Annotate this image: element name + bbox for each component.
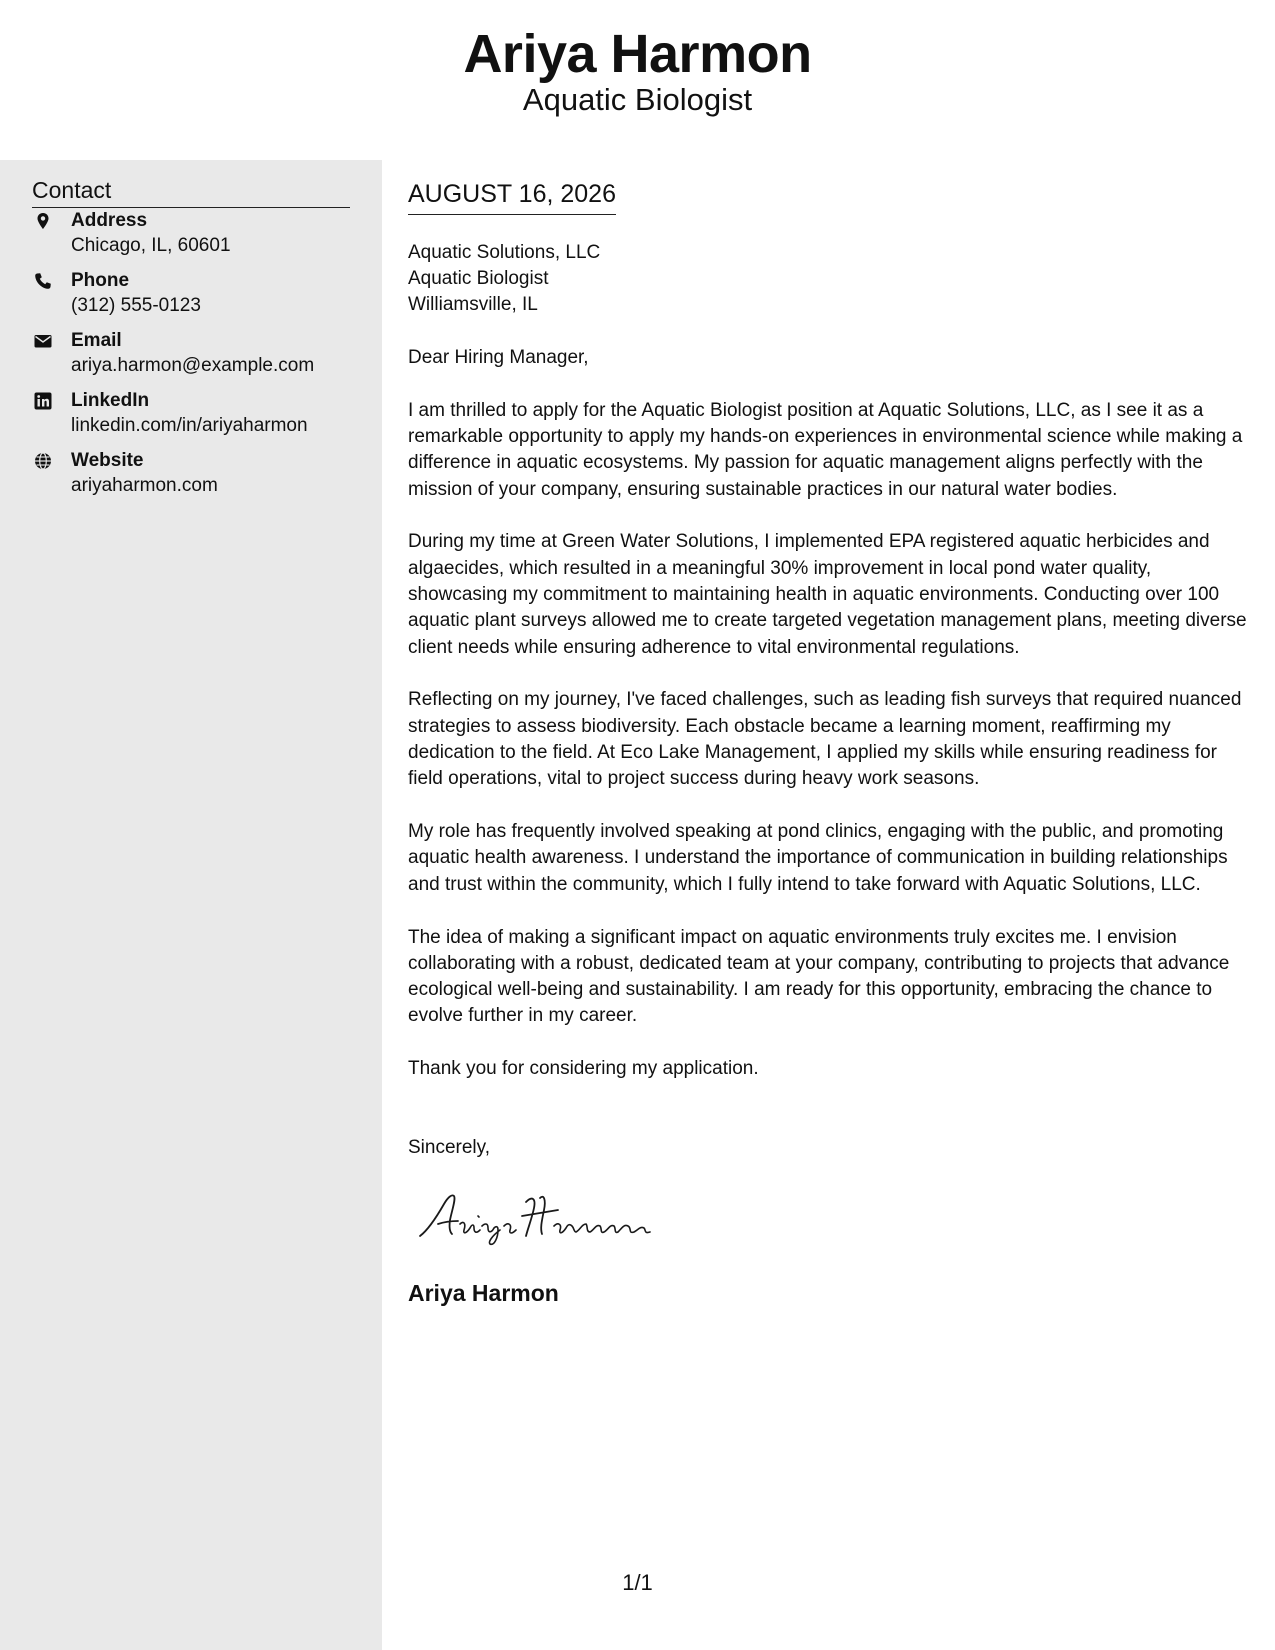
contact-heading: Contact	[32, 175, 350, 208]
contact-label: Phone	[71, 270, 130, 291]
contact-label: Website	[71, 450, 144, 471]
contact-sidebar	[0, 160, 382, 1650]
contact-label: LinkedIn	[71, 390, 150, 411]
contact-item-email	[32, 330, 362, 382]
signed-name: Ariya Harmon	[408, 1280, 559, 1306]
recipient-location: Williamsville, IL	[408, 294, 538, 315]
applicant-title: Aquatic Biologist	[522, 82, 753, 117]
contact-label: Address	[71, 210, 148, 231]
contact-value: linkedin.com/in/ariyaharmon	[71, 415, 308, 436]
linkedin-icon	[34, 392, 52, 410]
contact-value: ariya.harmon@example.com	[71, 355, 315, 376]
map-pin-icon	[34, 212, 52, 230]
salutation: Dear Hiring Manager,	[408, 347, 589, 368]
letter-content	[408, 345, 1253, 1109]
applicant-name: Ariya Harmon	[463, 24, 812, 84]
letter-header	[0, 0, 1275, 160]
body-paragraph: I am thrilled to apply for the Aquatic Biologist position at Aquatic Solutions, LLC, as I see it as a remarkable opportunity to apply my hands-on experiences in environmental science while making a difference in aquatic ecosystems. My passion for aquatic management aligns perfectly with the mission of your company, ensuring sustainable practices in our natural water bodies.	[408, 399, 1243, 500]
contact-label: Email	[71, 330, 122, 351]
recipient-company: Aquatic Solutions, LLC	[408, 242, 601, 263]
contact-item-phone	[32, 270, 362, 322]
page-number: 1/1	[622, 1570, 653, 1595]
body-paragraph: Reflecting on my journey, I've faced challenges, such as leading fish surveys that required nuanced strategies to assess biodiversity. Each obstacle became a learning moment, reaffirming my dedication to the field. At Eco Lake Management, I applied my skills while ensuring readiness for field operations, vital to project success during heavy work seasons.	[408, 689, 1242, 790]
body-paragraph: My role has frequently involved speaking at pond clinics, engaging with the public, and promoting aquatic health awareness. I understand the importance of communication in building relationships and trust within the community, which I fully intend to take forward with Aquatic Solutions, LLC.	[408, 821, 1228, 895]
contact-value: Chicago, IL, 60601	[71, 235, 231, 256]
body-paragraph: The idea of making a significant impact on aquatic environments truly excites me. I envision collaborating with a robust, dedicated team at your company, contributing to projects that advance ecological well-being and sustainability. I am ready for this opportunity, embracing the chance to evolve further in my career.	[408, 926, 1230, 1027]
body-paragraph: During my time at Green Water Solutions, I implemented EPA registered aquatic herbicides and algaecides, which resulted in a meaningful 30% improvement in local pond water quality, showcasing my commitment to maintaining health in aquatic environments. Conducting over 100 aquatic plant surveys allowed me to create targeted vegetation management plans, meeting diverse client needs while ensuring adherence to vital environmental regulations.	[408, 531, 1247, 658]
handwritten-signature	[414, 1180, 674, 1250]
contact-item-linkedin	[32, 390, 362, 442]
contact-item-address	[32, 210, 362, 262]
recipient-position: Aquatic Biologist	[408, 268, 549, 289]
thanks-line: Thank you for considering my application.	[408, 1058, 759, 1080]
contact-value: ariyaharmon.com	[71, 475, 218, 496]
recipient-block	[408, 240, 600, 318]
globe-icon	[34, 452, 52, 470]
closing-line: Sincerely,	[408, 1137, 491, 1158]
letter-date: AUGUST 16, 2026	[408, 179, 616, 215]
phone-icon	[34, 272, 52, 290]
contact-value: (312) 555-0123	[71, 295, 201, 316]
envelope-icon	[34, 332, 52, 350]
contact-item-website	[32, 450, 362, 502]
